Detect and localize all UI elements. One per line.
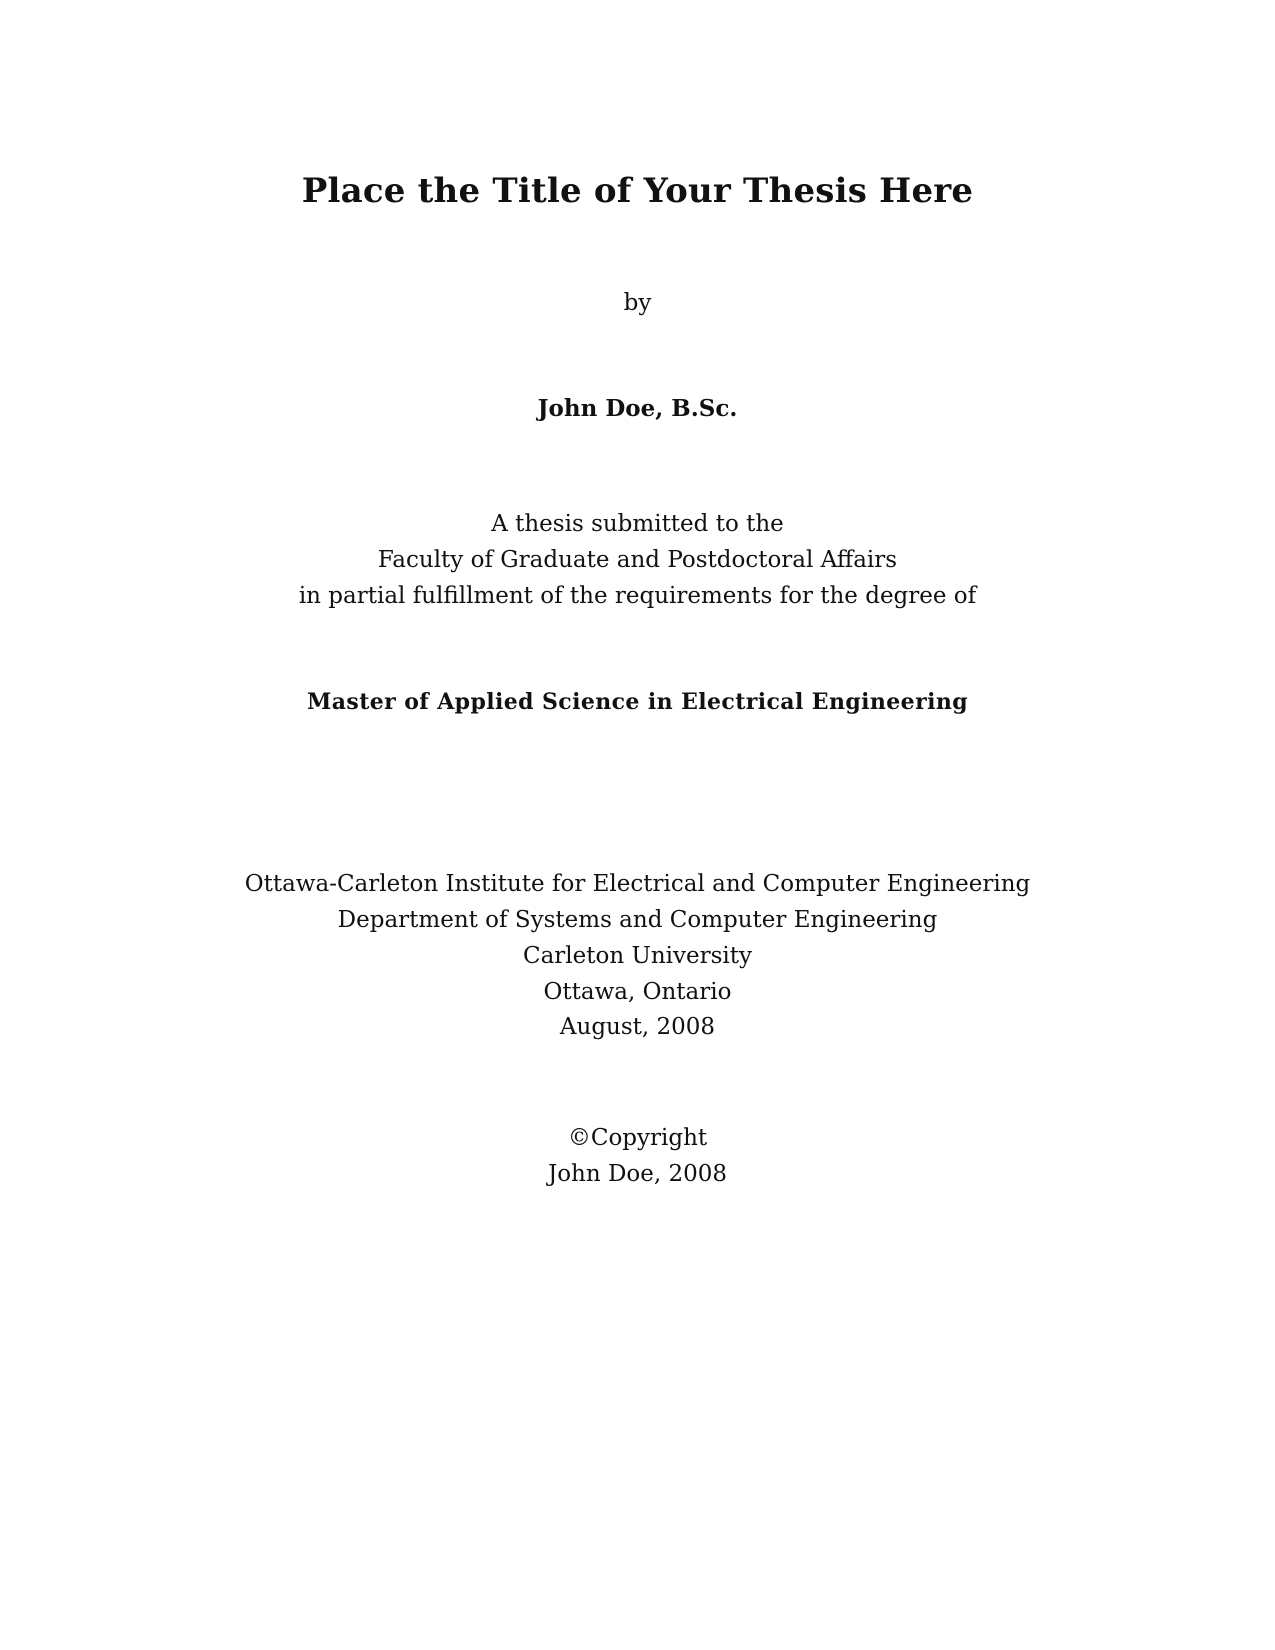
submission-date: August, 2008 (559, 1014, 716, 1040)
submission-line-1: A thesis submitted to the (491, 511, 784, 537)
department-name: Department of Systems and Computer Engineering (337, 907, 938, 933)
thesis-title: Place the Title of Your Thesis Here (301, 171, 974, 211)
copyright-icon: © (567, 1125, 591, 1151)
copyright-line (0, 1127, 1275, 1150)
by-label: by (623, 290, 652, 316)
institute-name: Ottawa-Carleton Institute for Electrical and Computer Engineering (244, 871, 1031, 897)
submission-line-2: Faculty of Graduate and Postdoctoral Affairs (377, 547, 898, 573)
degree-name: Master of Applied Science in Electrical Engineering (307, 689, 968, 715)
university-name: Carleton University (522, 943, 753, 969)
copyright-holder: John Doe, 2008 (547, 1161, 728, 1187)
submission-line-3: in partial fulfillment of the requirements for the degree of (298, 583, 977, 609)
author-name: John Doe, B.Sc. (537, 395, 738, 422)
location: Ottawa, Ontario (543, 979, 732, 1005)
copyright-label: Copyright (590, 1125, 708, 1151)
